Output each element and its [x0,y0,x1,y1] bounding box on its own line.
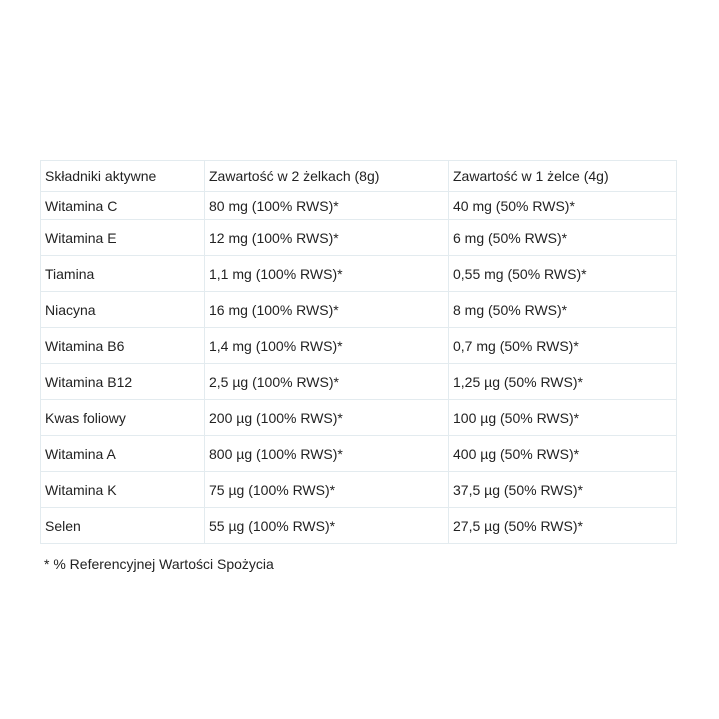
content-2-gummies: 2,5 µg (100% RWS)* [205,364,449,400]
content-1-gummy: 27,5 µg (50% RWS)* [449,508,677,544]
table-row [41,220,677,256]
content-2-gummies: 55 µg (100% RWS)* [205,508,449,544]
table-row [41,256,677,292]
nutrition-table-container [40,160,676,544]
content-1-gummy: 8 mg (50% RWS)* [449,292,677,328]
footnote: * % Referencyjnej Wartości Spożycia [44,556,274,572]
ingredient-name: Witamina C [41,192,205,220]
ingredient-name: Selen [41,508,205,544]
content-1-gummy: 40 mg (50% RWS)* [449,192,677,220]
content-2-gummies: 200 µg (100% RWS)* [205,400,449,436]
content-2-gummies: 1,1 mg (100% RWS)* [205,256,449,292]
content-2-gummies: 1,4 mg (100% RWS)* [205,328,449,364]
table-row [41,508,677,544]
table-row [41,436,677,472]
table-row [41,400,677,436]
ingredient-name: Witamina K [41,472,205,508]
table-row [41,192,677,220]
header-active-ingredients: Składniki aktywne [41,161,205,192]
ingredient-name: Witamina B12 [41,364,205,400]
table-row [41,472,677,508]
ingredient-name: Witamina A [41,436,205,472]
ingredient-name: Niacyna [41,292,205,328]
content-1-gummy: 6 mg (50% RWS)* [449,220,677,256]
content-2-gummies: 16 mg (100% RWS)* [205,292,449,328]
table-row [41,292,677,328]
content-1-gummy: 0,7 mg (50% RWS)* [449,328,677,364]
content-1-gummy: 37,5 µg (50% RWS)* [449,472,677,508]
content-1-gummy: 100 µg (50% RWS)* [449,400,677,436]
nutrition-table [40,160,677,544]
table-row [41,364,677,400]
content-1-gummy: 0,55 mg (50% RWS)* [449,256,677,292]
content-2-gummies: 800 µg (100% RWS)* [205,436,449,472]
content-2-gummies: 12 mg (100% RWS)* [205,220,449,256]
header-content-2-gummies: Zawartość w 2 żelkach (8g) [205,161,449,192]
content-2-gummies: 75 µg (100% RWS)* [205,472,449,508]
table-header-row [41,161,677,192]
content-2-gummies: 80 mg (100% RWS)* [205,192,449,220]
ingredient-name: Kwas foliowy [41,400,205,436]
ingredient-name: Witamina B6 [41,328,205,364]
ingredient-name: Witamina E [41,220,205,256]
table-row [41,328,677,364]
content-1-gummy: 1,25 µg (50% RWS)* [449,364,677,400]
content-1-gummy: 400 µg (50% RWS)* [449,436,677,472]
header-content-1-gummy: Zawartość w 1 żelce (4g) [449,161,677,192]
ingredient-name: Tiamina [41,256,205,292]
